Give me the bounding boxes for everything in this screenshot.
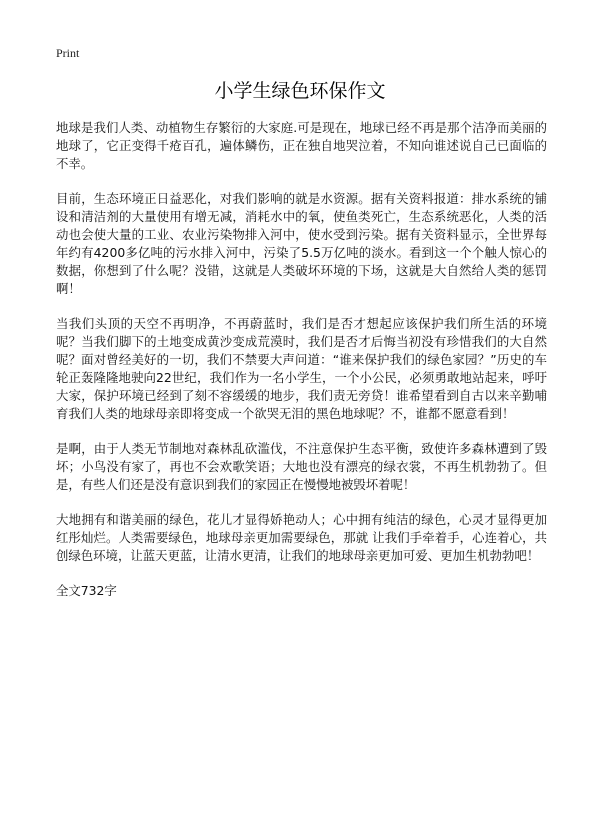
print-link[interactable]: Print <box>56 46 80 60</box>
article-body <box>56 119 547 600</box>
article-paragraph: 目前，生态环境正日益恶化，对我们影响的就是水资源。据有关资料报道：排水系统的铺设和清洁剂的大量使用有增无减，消耗水中的氧，使鱼类死亡，生态系统恶化，人类的活动也会使大量的工业、农业污染物排入河中，使水受到污染。据有关资料显示，全世界每年约有4200多亿吨的污水排入河中，污染了5.5万亿吨的淡水。看到这一个个触人惊心的数据，你想到了什么呢？没错，这就是人类破坏环境的下场，这就是大自然给人类的惩罚啊！ <box>56 191 547 296</box>
article-paragraph: 地球是我们人类、动植物生存繁衍的大家庭.可是现在，地球已经不再是那个洁净而美丽的地球了，它正变得千疮百孔，遍体鳞伤，正在独自地哭泣着，不知向谁述说自己已面临的不幸。 <box>56 120 547 171</box>
word-count: 全文732字 <box>56 583 117 598</box>
page-title: 小学生绿色环保作文 <box>214 80 386 102</box>
article-paragraph: 是啊，由于人类无节制地对森林乱砍滥伐，不注意保护生态平衡，致使许多森林遭到了毁坏；小鸟没有家了，再也不会欢歌笑语；大地也没有漂亮的绿衣裳，不再生机勃勃了。但是，有些人们还是没有意识到我们的家园正在慢慢地被毁坏着呢！ <box>56 441 547 492</box>
article-paragraph: 大地拥有和谐美丽的绿色，花儿才显得娇艳动人；心中拥有纯洁的绿色，心灵才显得更加红彤灿烂。人类需要绿色，地球母亲更加需要绿色，那就 让我们手牵着手，心连着心，共创绿色环境，让蓝天更蓝，让清水更清，让我们的地球母亲更加可爱、更加生机勃勃吧！ <box>56 512 547 563</box>
article-paragraph: 当我们头顶的天空不再明净，不再蔚蓝时，我们是否才想起应该保护我们所生活的环境呢？当我们脚下的土地变成黄沙变成荒漠时，我们是否才后悔当初没有珍惜我们的大自然呢？面对曾经美好的一切，我们不禁要大声问道：“谁来保护我们的绿色家园？”历史的车轮正轰隆隆地驶向22世纪，我们作为一名小学生，一个小公民，必须勇敢地站起来，呼吁大家，保护环境已经到了刻不容缓缓的地步，我们责无旁贷！谁希望看到自古以来辛勤哺育我们人类的地球母亲即将变成一个欲哭无泪的黑色地球呢？不，谁都不愿意看到！ <box>56 316 547 421</box>
